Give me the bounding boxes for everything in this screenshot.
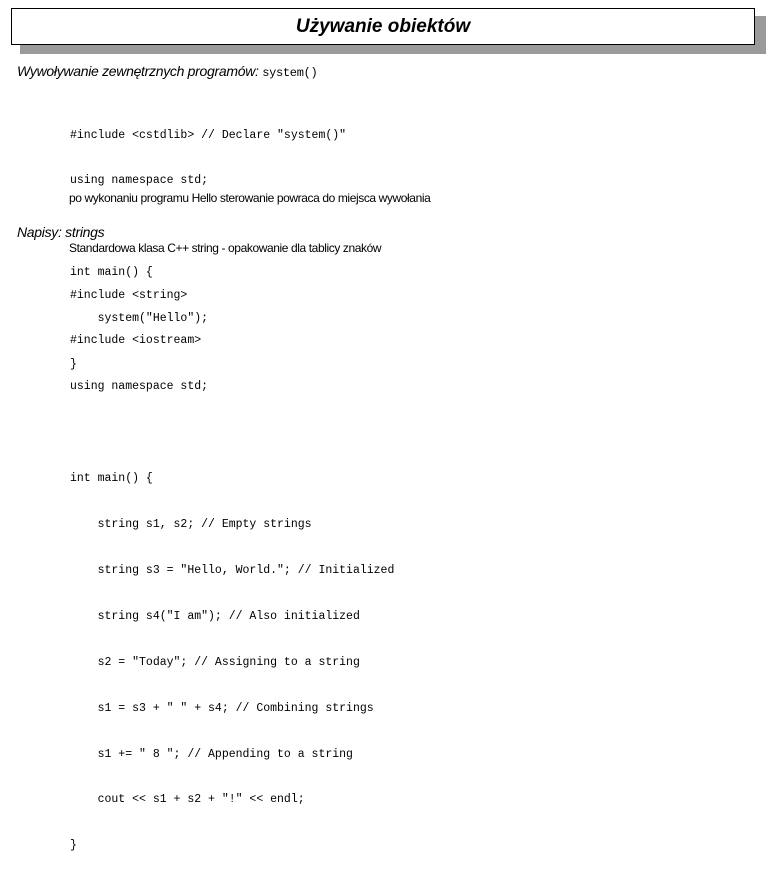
code-line: system("Hello");: [70, 312, 209, 326]
section-heading-strings: Napisy: strings: [17, 224, 105, 240]
code-line: int main() {: [70, 266, 153, 280]
code-line: #include <iostream>: [70, 334, 202, 348]
code-line: [70, 425, 394, 440]
strings-description: Standardowa klasa C++ string - opakowanie dla tablicy znaków: [69, 241, 382, 255]
code-block-strings: [70, 257, 394, 869]
code-line: #include <cstdlib> // Declare "system()": [70, 128, 347, 142]
code-line: int main() {: [70, 472, 153, 486]
code-line: using namespace std;: [70, 174, 209, 188]
code-line: string s3 = "Hello, World."; // Initialized: [70, 563, 395, 577]
code-line: s2 = "Today"; // Assigning to a string: [70, 655, 360, 669]
system-note: po wykonaniu programu Hello sterowanie powraca do miejsca wywołania: [69, 191, 431, 205]
section-heading-system-code: system(): [262, 66, 318, 80]
slide-title-box: [11, 8, 755, 45]
code-line: [70, 219, 346, 234]
code-line: using namespace std;: [70, 380, 209, 394]
section-heading-system: [17, 63, 317, 80]
code-line: cout << s1 + s2 + "!" << endl;: [70, 793, 305, 807]
code-line: }: [70, 358, 77, 372]
code-line: s1 = s3 + " " + s4; // Combining strings: [70, 701, 374, 715]
code-line: string s1, s2; // Empty strings: [70, 518, 312, 532]
slide-title: Używanie obiektów: [295, 15, 471, 37]
code-line: }: [70, 839, 77, 853]
code-line: #include <string>: [70, 288, 188, 302]
section-heading-system-text: Wywoływanie zewnętrznych programów:: [17, 63, 259, 79]
code-line: s1 += " 8 "; // Appending to a string: [70, 747, 353, 761]
code-line: string s4("I am"); // Also initialized: [70, 609, 360, 623]
